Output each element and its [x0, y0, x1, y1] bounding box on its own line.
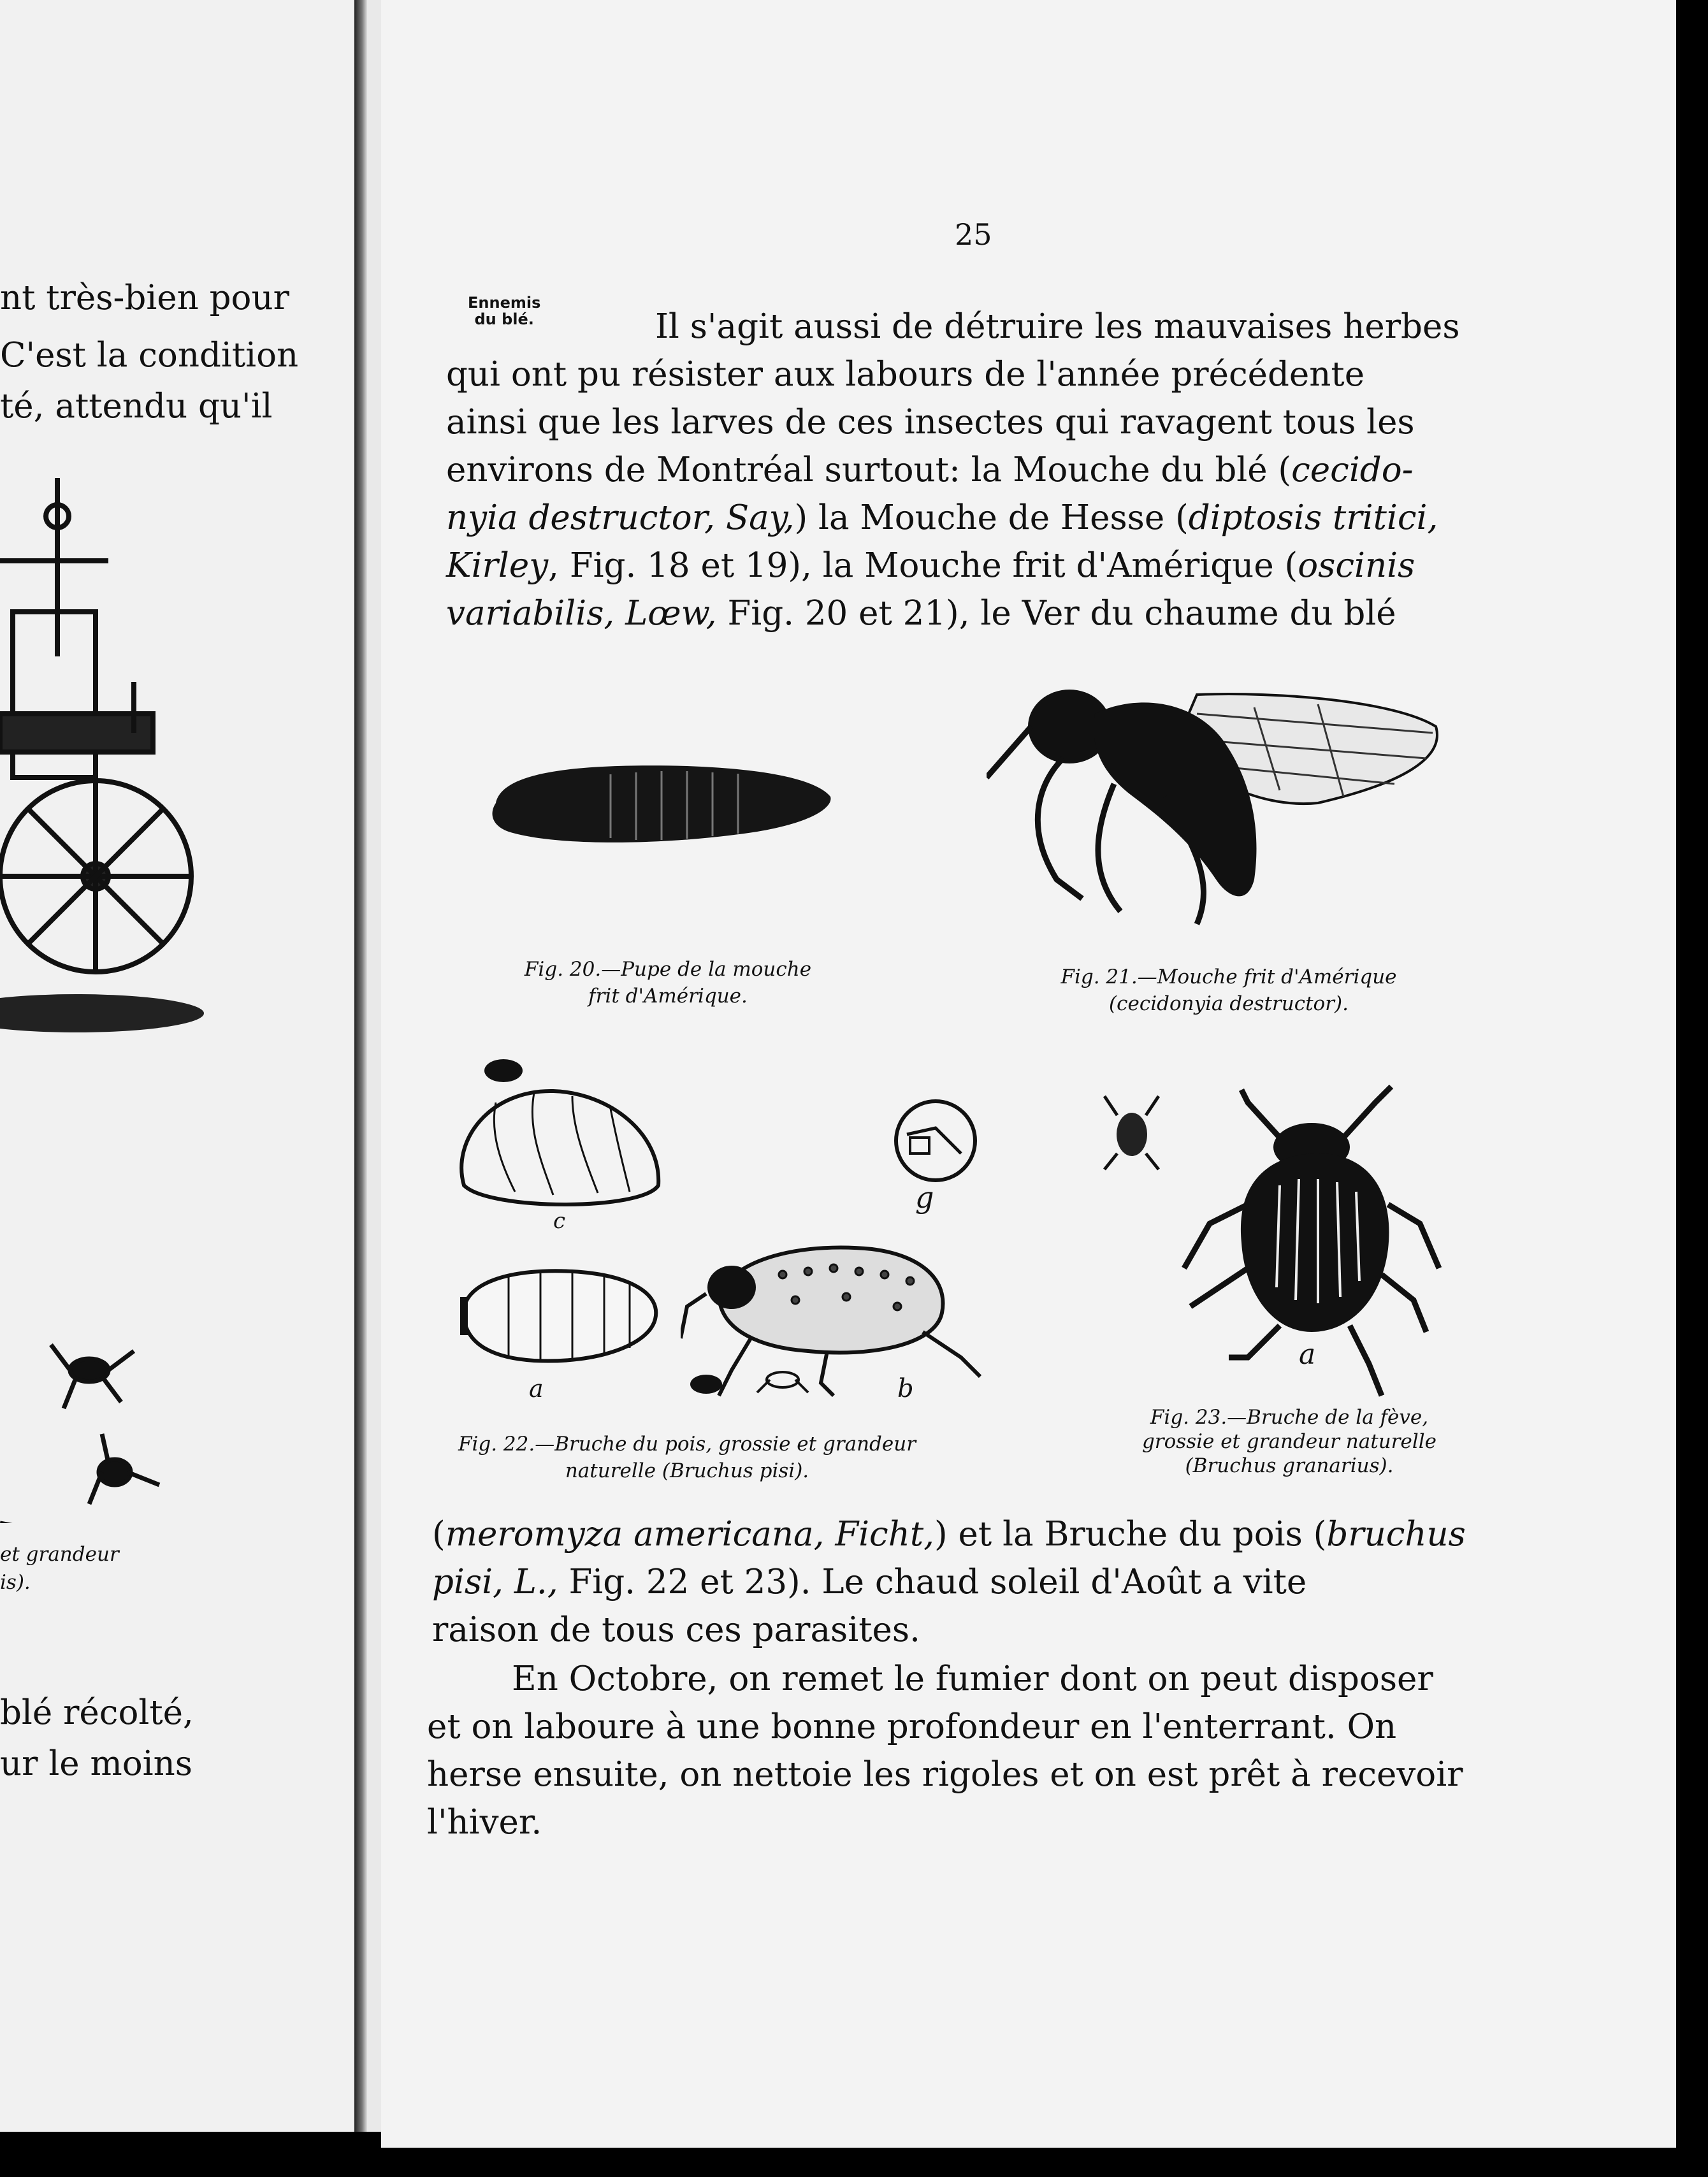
fig20-caption [477, 956, 859, 1009]
para2-text: ( [432, 1515, 445, 1554]
fig22-weevil-illustration [681, 1236, 987, 1408]
para2-italic: pisi, L., [432, 1563, 558, 1602]
para2-text: ) et la Bruche du pois ( [934, 1515, 1327, 1554]
para1-italic: Kirley [446, 546, 549, 585]
para3-line-3: herse ensuite, on nettoie les rigoles et on est prêt à recevoir [427, 1755, 1463, 1794]
para2-italic: meromyza americana, Ficht, [445, 1515, 935, 1554]
spider-illustrations [0, 1300, 191, 1523]
para2-text: Fig. 22 et 23). Le chaud soleil d'Août a vite [558, 1563, 1307, 1602]
fig21-caption [1006, 964, 1452, 1017]
left-text-line: C'est la condition [0, 336, 299, 375]
fig22-caption-line: naturelle (Bruchus pisi). [565, 1459, 809, 1482]
para2-text: raison de tous ces parasites. [432, 1610, 920, 1649]
para1-line-2 [446, 351, 1364, 399]
fig20-pupa-illustration [483, 752, 846, 867]
fig22-caption-line: Fig. 22.—Bruche du pois, grossie et grandeur [458, 1433, 916, 1456]
left-text-line: ur le moins [0, 1744, 192, 1783]
fig22-letter-b: b [897, 1374, 914, 1403]
para1-line-6 [446, 542, 1415, 590]
para1-italic: oscinis [1298, 546, 1415, 585]
para1-text: ) la Mouche de Hesse ( [794, 498, 1189, 537]
para1-italic: variabilis, Lœw, [446, 594, 717, 633]
fig22-caption [432, 1431, 942, 1484]
left-page [0, 0, 354, 2132]
margin-note [468, 294, 540, 328]
fig23-caption-line: grossie et grandeur naturelle [1141, 1430, 1437, 1453]
fig21-fly-illustration [987, 688, 1445, 937]
para1-italic: diptosis tritici, [1188, 498, 1438, 537]
para1-line-7 [446, 589, 1396, 638]
fig20-caption-line: frit d'Amérique. [588, 985, 748, 1008]
fig23-small-beetle [1101, 1090, 1165, 1173]
para2-line-3 [432, 1606, 920, 1654]
para2-line-2 [432, 1558, 1306, 1607]
fig22-letter-a: a [529, 1375, 544, 1403]
para1-line-5 [446, 494, 1438, 542]
para1-text: qui ont pu résister aux labours de l'année précédente [446, 355, 1365, 394]
main-page [381, 0, 1676, 2148]
fig22-magnified-circle [891, 1096, 980, 1185]
left-text-line: blé récolté, [0, 1693, 194, 1732]
para1-italic: nyia destructor, Say, [446, 498, 795, 537]
scan-border [1676, 0, 1708, 2177]
para1-text: , Fig. 18 et 19), la Mouche frit d'Amérique ( [548, 546, 1298, 585]
page-number: 25 [955, 217, 992, 252]
margin-note-line: du blé. [474, 310, 534, 328]
left-text-line: té, attendu qu'il [0, 387, 273, 426]
fig23-caption-line: (Bruchus granarius). [1185, 1454, 1394, 1477]
para1-italic: cecido- [1291, 451, 1414, 489]
left-caption-line: et grandeur [0, 1543, 119, 1566]
fig23-caption [1082, 1405, 1496, 1478]
para3-line-1: En Octobre, on remet le fumier dont on peut disposer [512, 1660, 1433, 1698]
para3-line-4: l'hiver. [427, 1803, 542, 1842]
para1-line-3 [446, 398, 1415, 447]
para2-line-1 [432, 1510, 1466, 1559]
fig22-letter-c: c [553, 1208, 566, 1234]
para1-line-4 [446, 446, 1414, 495]
fig21-caption-line: Fig. 21.—Mouche frit d'Amérique [1060, 966, 1397, 988]
para1-text: environs de Montréal surtout: la Mouche du blé ( [446, 451, 1292, 489]
para1-line-1 [655, 303, 1460, 351]
left-caption-line: is). [0, 1571, 31, 1594]
fig23-caption-line: Fig. 23.—Bruche de la fève, [1150, 1406, 1429, 1429]
para2-italic: bruchus [1326, 1515, 1466, 1554]
fig23-letter-a: a [1299, 1338, 1316, 1371]
left-text-line: nt très-bien pour [0, 278, 289, 317]
fig21-caption-line: (cecidonyia destructor). [1109, 992, 1349, 1015]
gutter-shadow [354, 0, 367, 2132]
fire-engine-illustration [0, 465, 204, 1103]
para3-line-2: et on laboure à une bonne profondeur en l'enterrant. On [427, 1707, 1397, 1746]
para1-text: Fig. 20 et 21), le Ver du chaume du blé [716, 594, 1396, 633]
fig22-letter-g: g [915, 1180, 934, 1215]
para1-text: ainsi que les larves de ces insectes qui ravagent tous les [446, 403, 1415, 442]
margin-note-line: Ennemis [468, 294, 541, 312]
fig20-caption-line: Fig. 20.—Pupe de la mouche [524, 958, 812, 981]
para1-text: Il s'agit aussi de détruire les mauvaises herbes [655, 307, 1460, 346]
